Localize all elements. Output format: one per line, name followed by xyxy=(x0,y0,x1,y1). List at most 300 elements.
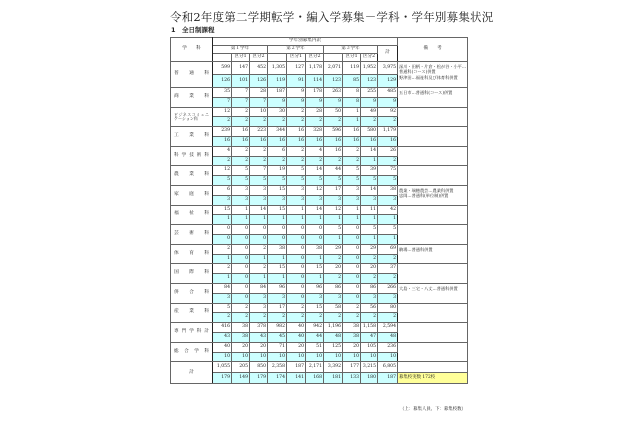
school-count-cell: 10 xyxy=(232,352,250,362)
capacity-cell: 236 xyxy=(378,342,398,352)
capacity-cell: 20 xyxy=(324,264,343,274)
school-count-cell: 40 xyxy=(287,332,306,342)
capacity-cell: 580 xyxy=(361,127,378,137)
school-count-cell: 3 xyxy=(324,293,343,303)
school-count-cell: 3 xyxy=(378,293,398,303)
school-count-cell: 123 xyxy=(361,75,378,88)
school-count-cell: 126 xyxy=(213,75,232,88)
capacity-cell: 0 xyxy=(287,264,306,274)
school-count-cell: 1 xyxy=(378,234,398,244)
capacity-cell: 255 xyxy=(361,88,378,98)
capacity-cell: 1,158 xyxy=(361,323,378,333)
school-count-cell: 5 xyxy=(213,176,232,186)
capacity-cell: 344 xyxy=(268,127,287,137)
school-count-cell: 179 xyxy=(213,373,232,384)
capacity-cell: 4 xyxy=(306,146,324,156)
capacity-cell: 14 xyxy=(306,205,324,215)
capacity-cell: 20 xyxy=(232,342,250,352)
header-remarks: 備 考 xyxy=(398,38,468,62)
school-count-cell: 2 xyxy=(250,156,268,166)
school-count-cell: 0 xyxy=(287,234,306,244)
capacity-cell: 12 xyxy=(213,107,232,117)
capacity-cell: 12 xyxy=(213,166,232,176)
capacity-cell: 239 xyxy=(213,127,232,137)
school-count-cell: 1 xyxy=(306,215,324,225)
capacity-cell: 15 xyxy=(268,264,287,274)
school-count-cell: 9 xyxy=(361,97,378,107)
dept-label: 商業科 xyxy=(171,88,213,108)
remarks-cell xyxy=(398,264,468,284)
capacity-cell: 71 xyxy=(268,342,287,352)
capacity-cell: 7 xyxy=(232,88,250,98)
capacity-cell: 42 xyxy=(378,205,398,215)
capacity-cell: 5 xyxy=(378,225,398,235)
school-count-cell: 10 xyxy=(268,352,287,362)
school-count-cell: 2 xyxy=(232,156,250,166)
capacity-cell: 1 xyxy=(343,107,361,117)
school-count-cell: 10 xyxy=(378,352,398,362)
header-blank xyxy=(213,54,232,62)
capacity-cell: 5 xyxy=(213,303,232,313)
school-count-cell: 1 xyxy=(213,274,232,284)
school-count-cell: 2 xyxy=(324,254,343,264)
capacity-cell: 205 xyxy=(232,362,250,373)
school-count-cell: 0 xyxy=(232,274,250,284)
header-sub1: 区分1 xyxy=(232,54,250,62)
capacity-cell: 2,171 xyxy=(306,362,324,373)
school-count-cell: 0 xyxy=(287,274,306,284)
capacity-cell: 0 xyxy=(287,244,306,254)
school-count-cell: 1 xyxy=(361,234,378,244)
capacity-cell: 599 xyxy=(213,62,232,75)
capacity-cell: 5 xyxy=(361,225,378,235)
legend-note: （上：募集人員、下：募集校数） xyxy=(400,407,466,412)
table-row-capacity xyxy=(171,283,468,293)
capacity-cell: 1,179 xyxy=(378,127,398,137)
remarks-cell xyxy=(398,303,468,323)
school-count-cell: 168 xyxy=(306,373,324,384)
remarks-cell xyxy=(398,146,468,166)
table-row-capacity xyxy=(171,127,468,137)
school-count-cell: 133 xyxy=(343,373,361,384)
dept-label: ビジネスコミュニケーション科 xyxy=(171,107,213,127)
capacity-cell: 38 xyxy=(232,323,250,333)
capacity-cell: 20 xyxy=(361,264,378,274)
capacity-cell: 20 xyxy=(250,342,268,352)
capacity-cell: 2 xyxy=(287,303,306,313)
capacity-cell: 0 xyxy=(232,283,250,293)
capacity-cell: 1,952 xyxy=(361,62,378,75)
school-count-cell: 2 xyxy=(378,156,398,166)
capacity-cell: 0 xyxy=(306,225,324,235)
school-count-cell: 129 xyxy=(378,75,398,88)
capacity-cell: 15 xyxy=(306,303,324,313)
capacity-cell: 28 xyxy=(250,88,268,98)
capacity-cell: 5 xyxy=(343,166,361,176)
capacity-cell: 14 xyxy=(361,185,378,195)
school-count-cell: 181 xyxy=(324,373,343,384)
capacity-cell: 0 xyxy=(232,264,250,274)
school-count-cell: 10 xyxy=(287,352,306,362)
school-count-cell: 91 xyxy=(287,75,306,88)
capacity-cell: 2 xyxy=(343,303,361,313)
school-count-cell: 9 xyxy=(287,97,306,107)
capacity-cell: 0 xyxy=(232,244,250,254)
capacity-cell: 2 xyxy=(250,146,268,156)
school-count-cell: 1 xyxy=(250,274,268,284)
capacity-cell: 75 xyxy=(378,166,398,176)
remarks-cell xyxy=(398,323,468,343)
school-count-cell: 2 xyxy=(306,313,324,323)
school-count-cell: 9 xyxy=(268,97,287,107)
capacity-cell: 378 xyxy=(250,323,268,333)
capacity-cell: 16 xyxy=(232,127,250,137)
capacity-cell: 30 xyxy=(268,107,287,117)
capacity-cell: 28 xyxy=(306,107,324,117)
capacity-cell: 17 xyxy=(324,185,343,195)
capacity-cell: 982 xyxy=(268,323,287,333)
capacity-cell: 105 xyxy=(361,342,378,352)
dept-label: 工業科 xyxy=(171,127,213,147)
school-count-cell: 0 xyxy=(287,293,306,303)
dept-label: 計 xyxy=(171,362,213,384)
header-blank xyxy=(268,54,287,62)
capacity-cell: 7 xyxy=(250,166,268,176)
capacity-cell: 2 xyxy=(250,264,268,274)
capacity-cell: 38 xyxy=(306,244,324,254)
school-count-cell: 9 xyxy=(324,97,343,107)
school-count-cell: 1 xyxy=(306,254,324,264)
school-count-cell: 0 xyxy=(250,234,268,244)
capacity-cell: 5 xyxy=(324,225,343,235)
capacity-cell: 0 xyxy=(232,225,250,235)
table-row-capacity xyxy=(171,264,468,274)
school-count-cell: 16 xyxy=(343,136,361,146)
school-count-cell: 0 xyxy=(232,293,250,303)
header-dept: 学 科 xyxy=(171,38,213,62)
school-count-cell: 38 xyxy=(232,332,250,342)
capacity-cell: 1,055 xyxy=(213,362,232,373)
capacity-cell: 0 xyxy=(343,283,361,293)
school-count-cell: 16 xyxy=(378,136,398,146)
school-count-cell: 3 xyxy=(306,293,324,303)
school-count-cell: 119 xyxy=(268,75,287,88)
dept-label: 専門学科計 xyxy=(171,323,213,343)
school-count-cell: 43 xyxy=(213,332,232,342)
capacity-cell: 12 xyxy=(306,185,324,195)
school-count-cell: 5 xyxy=(378,176,398,186)
school-count-cell: 5 xyxy=(306,176,324,186)
table-row-capacity xyxy=(171,146,468,156)
capacity-cell: 596 xyxy=(324,127,343,137)
capacity-cell: 3,392 xyxy=(324,362,343,373)
school-count-cell: 2 xyxy=(378,254,398,264)
school-count-cell: 2 xyxy=(306,117,324,127)
table-row-capacity xyxy=(171,166,468,176)
capacity-cell: 15 xyxy=(306,264,324,274)
school-count-cell: 3 xyxy=(361,293,378,303)
school-count-cell: 1 xyxy=(343,215,361,225)
school-count-cell: 3 xyxy=(343,195,361,205)
school-count-cell: 5 xyxy=(343,176,361,186)
school-count-cell: 0 xyxy=(343,274,361,284)
capacity-cell: 37 xyxy=(378,264,398,274)
dept-label: 科学技術科 xyxy=(171,146,213,166)
header-sub1: 区分1 xyxy=(287,54,306,62)
school-count-cell: 2 xyxy=(287,156,306,166)
remarks-cell: 駒場…普通科併置 xyxy=(398,244,468,264)
dept-label: 普通科 xyxy=(171,62,213,88)
capacity-cell: 29 xyxy=(324,244,343,254)
school-count-cell: 1 xyxy=(213,215,232,225)
school-count-cell: 16 xyxy=(361,136,378,146)
capacity-cell: 2 xyxy=(250,244,268,254)
school-count-cell: 85 xyxy=(343,75,361,88)
capacity-cell: 86 xyxy=(361,283,378,293)
school-count-cell: 1 xyxy=(306,274,324,284)
capacity-cell: 0 xyxy=(287,225,306,235)
school-count-cell: 2 xyxy=(361,274,378,284)
capacity-cell: 3 xyxy=(232,185,250,195)
capacity-cell: 1,196 xyxy=(324,323,343,333)
table-row-capacity xyxy=(171,88,468,98)
capacity-cell: 4 xyxy=(213,146,232,156)
school-count-cell: 3 xyxy=(287,195,306,205)
school-count-cell: 16 xyxy=(250,136,268,146)
capacity-cell: 12 xyxy=(324,205,343,215)
dept-label: 総合学科 xyxy=(171,342,213,362)
school-count-cell: 48 xyxy=(378,332,398,342)
capacity-cell: 38 xyxy=(343,323,361,333)
school-count-cell: 1 xyxy=(268,254,287,264)
capacity-cell: 2 xyxy=(287,107,306,117)
dept-label: 併合科 xyxy=(171,283,213,303)
school-count-cell: 5 xyxy=(250,176,268,186)
table-row-schools xyxy=(171,373,468,384)
capacity-cell: 14 xyxy=(361,146,378,156)
capacity-cell: 6 xyxy=(213,185,232,195)
recruitment-table xyxy=(170,37,468,384)
capacity-cell: 0 xyxy=(213,225,232,235)
school-count-cell: 2 xyxy=(287,117,306,127)
capacity-cell: 40 xyxy=(287,323,306,333)
school-count-cell: 2 xyxy=(268,313,287,323)
header-total: 計 xyxy=(378,46,398,62)
school-count-cell: 9 xyxy=(306,97,324,107)
capacity-cell: 187 xyxy=(287,362,306,373)
school-count-cell: 2 xyxy=(324,274,343,284)
remarks-cell: 深川・田柄・片倉・松が谷・小平…普通科(コース)併置 野津田…福祉科及び体育科併置 xyxy=(398,62,468,88)
table-row-capacity xyxy=(171,342,468,352)
capacity-cell: 9 xyxy=(287,88,306,98)
school-count-cell: 48 xyxy=(324,332,343,342)
school-count-cell: 149 xyxy=(232,373,250,384)
school-count-cell: 5 xyxy=(361,176,378,186)
school-count-cell: 2 xyxy=(324,313,343,323)
capacity-cell: 16 xyxy=(287,127,306,137)
school-count-cell: 16 xyxy=(213,136,232,146)
capacity-cell: 16 xyxy=(324,146,343,156)
dept-label: 産業科 xyxy=(171,303,213,323)
school-count-cell: 1 xyxy=(343,117,361,127)
header-sub2: 区分2 xyxy=(361,54,378,62)
capacity-cell: 178 xyxy=(306,88,324,98)
school-count-cell: 3 xyxy=(378,195,398,205)
header-grade-3: 第３学年 xyxy=(324,46,378,54)
capacity-cell: 40 xyxy=(213,342,232,352)
capacity-cell: 147 xyxy=(232,62,250,75)
school-count-cell: 1 xyxy=(361,156,378,166)
school-count-cell: 16 xyxy=(306,136,324,146)
school-count-cell: 0 xyxy=(213,234,232,244)
remarks-cell: 五日市…普通科(コース)併置 xyxy=(398,88,468,108)
school-count-cell: 0 xyxy=(306,234,324,244)
remarks-cell xyxy=(398,225,468,245)
school-count-cell: 47 xyxy=(361,332,378,342)
school-count-cell: 2 xyxy=(268,117,287,127)
capacity-cell: 0 xyxy=(268,225,287,235)
school-count-cell: 0 xyxy=(343,234,361,244)
school-count-cell: 5 xyxy=(268,176,287,186)
capacity-cell: 2 xyxy=(232,146,250,156)
school-count-cell: 2 xyxy=(268,156,287,166)
header-sub2: 区分2 xyxy=(306,54,324,62)
school-count-cell: 141 xyxy=(287,373,306,384)
capacity-cell: 17 xyxy=(268,303,287,313)
school-count-cell: 3 xyxy=(213,293,232,303)
school-count-cell: 0 xyxy=(268,234,287,244)
remarks-cell: 農業・瑞穂農芸…農業科併置 忠岡…普通科(単位制)併置 xyxy=(398,185,468,205)
capacity-cell: 38 xyxy=(378,185,398,195)
remarks-cell xyxy=(398,362,468,373)
section-title: 1 全日制課程 xyxy=(171,26,215,34)
capacity-cell: 3 xyxy=(250,303,268,313)
capacity-cell: 1 xyxy=(343,205,361,215)
capacity-cell: 96 xyxy=(306,283,324,293)
school-count-cell: 3 xyxy=(232,195,250,205)
capacity-cell: 16 xyxy=(343,127,361,137)
capacity-cell: 20 xyxy=(343,342,361,352)
school-count-cell: 2 xyxy=(287,313,306,323)
remarks-cell xyxy=(398,166,468,186)
remarks-cell xyxy=(398,342,468,362)
capacity-cell: 35 xyxy=(213,88,232,98)
capacity-cell: 2,358 xyxy=(268,362,287,373)
capacity-cell: 0 xyxy=(343,225,361,235)
school-count-cell: 1 xyxy=(324,234,343,244)
school-count-cell: 10 xyxy=(213,352,232,362)
capacity-cell: 58 xyxy=(324,303,343,313)
school-count-cell: 16 xyxy=(232,136,250,146)
capacity-cell: 84 xyxy=(213,283,232,293)
school-count-cell: 0 xyxy=(232,254,250,264)
school-total-remark: 募集校実数 172校 xyxy=(398,373,468,384)
school-count-cell: 0 xyxy=(232,234,250,244)
capacity-cell: 125 xyxy=(324,342,343,352)
school-count-cell: 0 xyxy=(343,254,361,264)
school-count-cell: 1 xyxy=(213,254,232,264)
school-count-cell: 3 xyxy=(268,293,287,303)
capacity-cell: 2 xyxy=(232,303,250,313)
school-count-cell: 2 xyxy=(306,156,324,166)
header-blank xyxy=(324,54,343,62)
school-count-cell: 2 xyxy=(213,117,232,127)
capacity-cell: 5 xyxy=(232,166,250,176)
dept-label: 家庭科 xyxy=(171,185,213,205)
capacity-cell: 416 xyxy=(213,323,232,333)
school-count-cell: 2 xyxy=(250,117,268,127)
capacity-cell: 2 xyxy=(232,107,250,117)
capacity-cell: 127 xyxy=(287,62,306,75)
table-row-capacity xyxy=(171,244,468,254)
school-count-cell: 3 xyxy=(306,195,324,205)
school-count-cell: 123 xyxy=(324,75,343,88)
capacity-cell: 29 xyxy=(361,244,378,254)
school-count-cell: 5 xyxy=(287,176,306,186)
capacity-cell: 15 xyxy=(268,205,287,215)
capacity-cell: 119 xyxy=(343,62,361,75)
table-row-capacity xyxy=(171,362,468,373)
school-count-cell: 7 xyxy=(250,97,268,107)
remarks-cell: 大島・三宅・八丈…普通科併置 xyxy=(398,283,468,303)
capacity-cell: 850 xyxy=(250,362,268,373)
header-breakdown: 学年別募集内訳 xyxy=(213,38,398,46)
school-count-cell: 2 xyxy=(378,274,398,284)
school-count-cell: 16 xyxy=(287,136,306,146)
capacity-cell: 44 xyxy=(324,166,343,176)
school-count-cell: 8 xyxy=(343,97,361,107)
capacity-cell: 0 xyxy=(250,225,268,235)
capacity-cell: 14 xyxy=(250,205,268,215)
capacity-cell: 26 xyxy=(378,146,398,156)
capacity-cell: 86 xyxy=(324,283,343,293)
school-count-cell: 2 xyxy=(343,156,361,166)
capacity-cell: 2 xyxy=(343,146,361,156)
capacity-cell: 2,071 xyxy=(324,62,343,75)
school-count-cell: 3 xyxy=(268,195,287,205)
school-count-cell: 1 xyxy=(250,215,268,225)
school-count-cell: 16 xyxy=(324,136,343,146)
capacity-cell: 15 xyxy=(268,185,287,195)
capacity-cell: 328 xyxy=(306,127,324,137)
capacity-cell: 56 xyxy=(361,303,378,313)
table-body xyxy=(171,62,468,384)
remarks-cell xyxy=(398,205,468,225)
capacity-cell: 11 xyxy=(361,205,378,215)
capacity-cell: 2,594 xyxy=(378,323,398,333)
capacity-cell: 20 xyxy=(287,342,306,352)
school-count-cell: 2 xyxy=(232,313,250,323)
capacity-cell: 187 xyxy=(268,88,287,98)
capacity-cell: 69 xyxy=(378,244,398,254)
school-count-cell: 5 xyxy=(232,176,250,186)
capacity-cell: 96 xyxy=(268,283,287,293)
school-count-cell: 1 xyxy=(378,215,398,225)
capacity-cell: 1,178 xyxy=(306,62,324,75)
capacity-cell: 84 xyxy=(250,283,268,293)
school-count-cell: 44 xyxy=(306,332,324,342)
table-row-capacity xyxy=(171,303,468,313)
school-count-cell: 2 xyxy=(378,313,398,323)
school-count-cell: 2 xyxy=(232,117,250,127)
capacity-cell: 15 xyxy=(213,205,232,215)
capacity-cell: 942 xyxy=(306,323,324,333)
capacity-cell: 8 xyxy=(343,88,361,98)
capacity-cell: 3 xyxy=(250,185,268,195)
capacity-cell: 2 xyxy=(213,264,232,274)
school-count-cell: 3 xyxy=(361,195,378,205)
school-count-cell: 1 xyxy=(287,215,306,225)
